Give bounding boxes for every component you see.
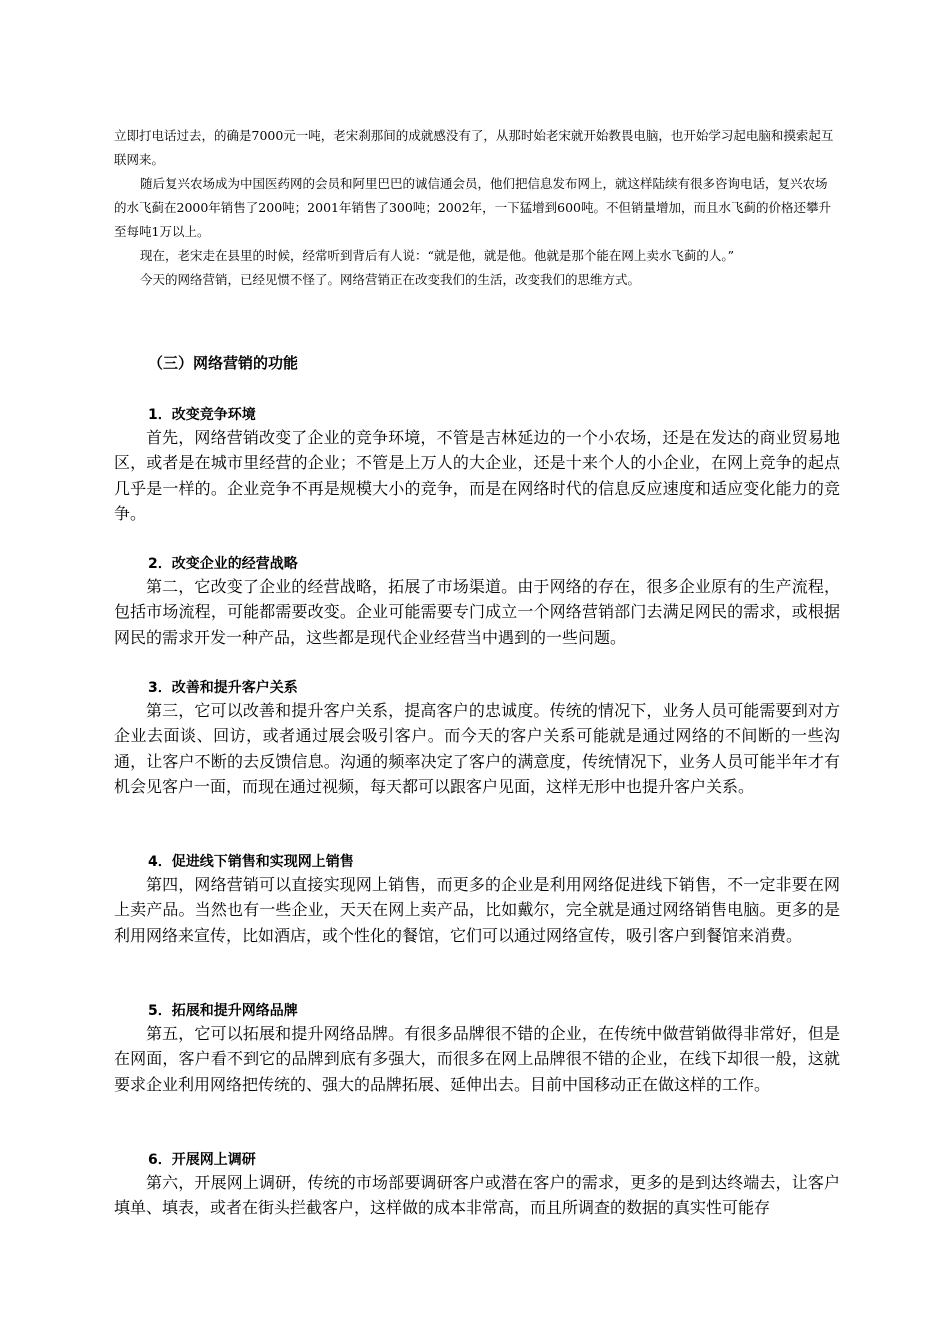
item-heading: 1．改变竞争环境: [148, 407, 256, 423]
item-heading: 5．拓展和提升网络品牌: [148, 1003, 298, 1019]
item-heading: 2．改变企业的经营战略: [148, 556, 298, 572]
intro-paragraph: 今天的网络营销，已经见惯不怪了。网络营销正在改变我们的生活，改变我们的思维方式。: [140, 272, 641, 287]
item-paragraph: 第六，开展网上调研，传统的市场部要调研客户或潜在客户的需求，更多的是到达终端去，让客户填单、填表，或者在街头拦截客户，这样做的成本非常高，而且所调查的数据的真实性可能存: [114, 1173, 840, 1218]
intro-section: [114, 124, 838, 292]
intro-paragraph: 立即打电话过去，的确是7000元一吨，老宋刹那间的成就感没有了，从那时始老宋就开始教畏电脑，也开始学习起电脑和摸索起互联网来。: [114, 128, 834, 167]
intro-paragraph: 现在，老宋走在县里的时候，经常听到背后有人说：“就是他，就是他。他就是那个能在网上卖水飞蓟的人。”: [140, 248, 735, 263]
item-heading: 3．改善和提升客户关系: [148, 680, 298, 696]
item-heading: 6．开展网上调研: [148, 1152, 256, 1168]
item-paragraph: 第五，它可以拓展和提升网络品牌。有很多品牌很不错的企业，在传统中做营销做得非常好，但是在网面，客户看不到它的品牌到底有多强大，而很多在网上品牌很不错的企业，在线下却很一般，这就要求企业利用网络把传统的、强大的品牌拓展、延伸出去。目前中国移动正在做这样的工作。: [114, 1024, 840, 1094]
item-paragraph: 第三，它可以改善和提升客户关系，提高客户的忠诚度。传统的情况下，业务人员可能需要到对方企业去面谈、回访，或者通过展会吸引客户。而今天的客户关系可能就是通过网络的不间断的一些沟通，让客户不断的去反馈信息。沟通的频率决定了客户的满意度，传统情况下，业务人员可能半年才有机会见客户一面，而现在通过视频，每天都可以跟客户见面，这样无形中也提升客户关系。: [114, 701, 840, 797]
item-paragraph: 第二，它改变了企业的经营战略，拓展了市场渠道。由于网络的存在，很多企业原有的生产流程，包括市场流程，可能都需要改变。企业可能需要专门成立一个网络营销部门去满足网民的需求，或根据网民的需求开发一种产品，这些都是现代企业经营当中遇到的一些问题。: [114, 577, 840, 647]
item-heading: 4．促进线下销售和实现网上销售: [148, 854, 354, 870]
item-paragraph: 第四，网络营销可以直接实现网上销售，而更多的企业是利用网络促进线下销售，不一定非要在网上卖产品。当然也有一些企业，天天在网上卖产品，比如戴尔，完全就是通过网络销售电脑。更多的是利用网络来宣传，比如酒店，或个性化的餐馆，它们可以通过网络宣传，吸引客户到餐馆来消费。: [114, 875, 840, 945]
intro-paragraph: 随后复兴农场成为中国医药网的会员和阿里巴巴的诚信通会员，他们把信息发布网上，就这样陆续有很多咨询电话，复兴农场的水飞蓟在2000年销售了200吨；2001年销售了300吨；2002年，一下猛增到600吨。不但销量增加，而且水飞蓟的价格还攀升至每吨1万以上。: [114, 176, 832, 239]
item-paragraph: 首先，网络营销改变了企业的竞争环境，不管是吉林延边的一个小农场，还是在发达的商业贸易地区，或者是在城市里经营的企业；不管是上万人的大企业，还是十来个人的小企业，在网上竞争的起点几乎是一样的。企业竞争不再是规模大小的竞争，而是在网络时代的信息反应速度和适应变化能力的竞争。: [114, 428, 840, 524]
section-title: （三）网络营销的功能: [148, 354, 299, 372]
